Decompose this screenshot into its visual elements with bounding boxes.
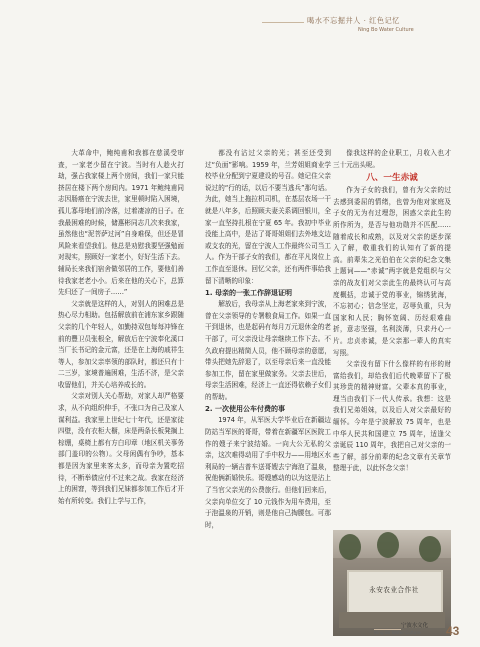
paragraph: 都没有沾过父亲的光；甚至还受到过“负面”影响。1959 年，兰芳姐姐商业学校毕业分配到宁夏建设的号召。她记住父亲说过的“行的话，以后不要当逃兵”那句话。为此，她当上拖拉机司机，在基层农场一干就是八年多，后照顾夫妻关系调回银川，全家一直坚持扎根在宁夏 65 年。我初中毕业没能上高中，是沾了哥哥姐姐们去外地支边或支农的光，留在宁波人工作最终公司当工人。作为干部子女的我们，都在平凡岗位上工作直至退休。回忆父亲，还有两件事给我留下清晰的印象： bbox=[205, 149, 331, 285]
tree-icon bbox=[377, 532, 399, 558]
subheading-1: 1. 母亲的一张工作辞退证明 bbox=[205, 289, 292, 298]
page-number: 43 bbox=[446, 624, 460, 638]
magazine-name: 宁波水文化 bbox=[401, 623, 428, 629]
subheading-2: 2. 一次使用公车付费的事 bbox=[205, 405, 285, 414]
paragraph: 父亲没有留下什么像样的有形的财富给我们，却给我们后代晚辈留下了极其珍贵的精神财富。父辈本真的事业，理当由我们下一代人传承。我想：这是我们兄弟姐妹，以及后人对父亲最好的缅怀。今年是宁波解放 75 周年，也是中华人民共和国建立 75 周年，适逢父亲诞辰 110 周年，我把自己对父亲的一些了解，部分前辈的纪念文章有关章节整理于此，以此怀念父亲！ bbox=[333, 360, 451, 473]
tree-icon bbox=[339, 534, 361, 560]
paragraph: 父亲就是这样的人，对别人的困难总是热心尽力相助。包括解放前在浦东家乡跟随父亲的几个年轻人，如勤持双包每每冲锋在前的豐卫员张根全，解放后在宁波奉化溪口当厂长书记的金元富，还是在上海的戚祥生等人，参加父亲率领的部队时，都还只有十二三岁，家境普遍困难，生活不济，是父亲收留他们，并关心培养成长的。 bbox=[58, 299, 184, 389]
paragraph: 父亲对别人关心帮助，对家人却严格要求，从不向组织伸手，不张口为自己及家人谋利益。我家里上世纪七十年代，还是家徒四壁，没有衣柜大橱，床是两条长板凳搁上棕绷，桌椅上都有方白印章（地区机关事务部门盖印的公物）。父母闲偶有争吵，基本都是因为家里来客太多，而母亲为置吃招待，不断举债应付不过来之故。我家在经济上的困窘，等到我们兄妹都参加工作后才开始有所转变。我们上学与工作， bbox=[58, 392, 184, 505]
text-column-2 bbox=[205, 148, 331, 531]
text-column-3 bbox=[333, 148, 451, 475]
page-header bbox=[0, 0, 480, 48]
magazine-name-en: Ning Bo Water Culture bbox=[374, 630, 421, 635]
memorial-stone-photo bbox=[333, 530, 451, 636]
stone-base bbox=[339, 612, 445, 628]
header-divider bbox=[262, 22, 304, 23]
chapter-heading: 八、一生赤诚 bbox=[366, 173, 418, 184]
paragraph: 大革命中，鲍纯甫和我都在慈溪受审查，一家老少留在宁波。当时有人趁火打劫，强占我家楼上两个房间，我们一家只能挤居在楼下两个房间内。1971 年鲍纯甫同志因肠癌在宁波去世，家里顿时陷入困境，孤儿寡母地们前冷落，过着凄凉的日子。在我最困难的时候，储惠彬同志几次来我家，虽然他也“泥菩萨过河”自身难保，但还是冒风险来看望我们。他总是劝慰我要坚强勉面对现实，照顾好一家老小，好好生活下去。辅局长来我们宿舍做邻居的工作，要他们善待我家老老小小。后来在他的关心下，总算先归还了一间房子……” bbox=[58, 149, 184, 297]
text-column-1 bbox=[58, 148, 184, 507]
stone-inscription: 永安农业合作社 bbox=[369, 586, 419, 594]
paragraph: 像我这样的企业职工，月收入也才三十元出头呢。 bbox=[333, 149, 451, 169]
section-title: 喝水不忘掘井人 · 红色记忆 bbox=[307, 16, 400, 25]
paragraph: 解放后，我母亲从上海老家来到宁波，曾在父亲领导的专署粮食局工作。如果一直干到退休，也是起码有每月万元退休金的老干部了，可父亲没让母亲继续工作下去。不久政府提出精简人员，他不顾母亲的意愿，带头把她先辞退了，以至母亲后来一直没能参加工作，留在家里做家务。父亲去世后，母亲生活困难，经济上一直还得依赖子女们的帮助。 bbox=[205, 300, 331, 401]
paragraph: 作为子女的我们，曾有为父亲的过去感到委屈的情绪，也曾为他对家庭及子女的无为有过埋怨，困惑父亲此生的所作所为，是否与他功勋并不匹配……随着成长和成熟，以及对父亲的逐步深入了解，敬重我们的认知有了新的提高。前辈朱之光伯伯在父亲的纪念文集上题词——“赤诚”两字就是党组织与父亲的战友们对父亲此生的最终认可与高度概括，忠诚于党的事业，锦绣犹海，不忘初心；信念坚定，忍辱负重，只为国家和人民；胸怀宽阔、历经艰难曲折，意志坚强，名利淡薄，只求丹心一片。忠贞赤诚，是父亲那一辈人的真实写照。 bbox=[333, 186, 451, 357]
section-subtitle: Ning Bo Water Culture bbox=[358, 27, 414, 33]
tree-icon bbox=[419, 536, 441, 562]
paragraph: 1974 年，从军医大学毕业后在新疆边防站当军医的哥哥，带着在新疆军区医院工作的嫂子来宁波结婚。一向大公无私的父亲，这次难得动用了手中权力——用地区水利局的一辆吉普车送哥嫂去宁海泡了温泉，祝他俩新婚快乐。哥嫂感动的以为这是沾上了当官父亲光的公费旅行。但他们回来后，父亲向单位交了 10 元钱作为用车费用，至于泡温泉的开销，则是他自己掏腰包。可那时， bbox=[205, 416, 331, 529]
